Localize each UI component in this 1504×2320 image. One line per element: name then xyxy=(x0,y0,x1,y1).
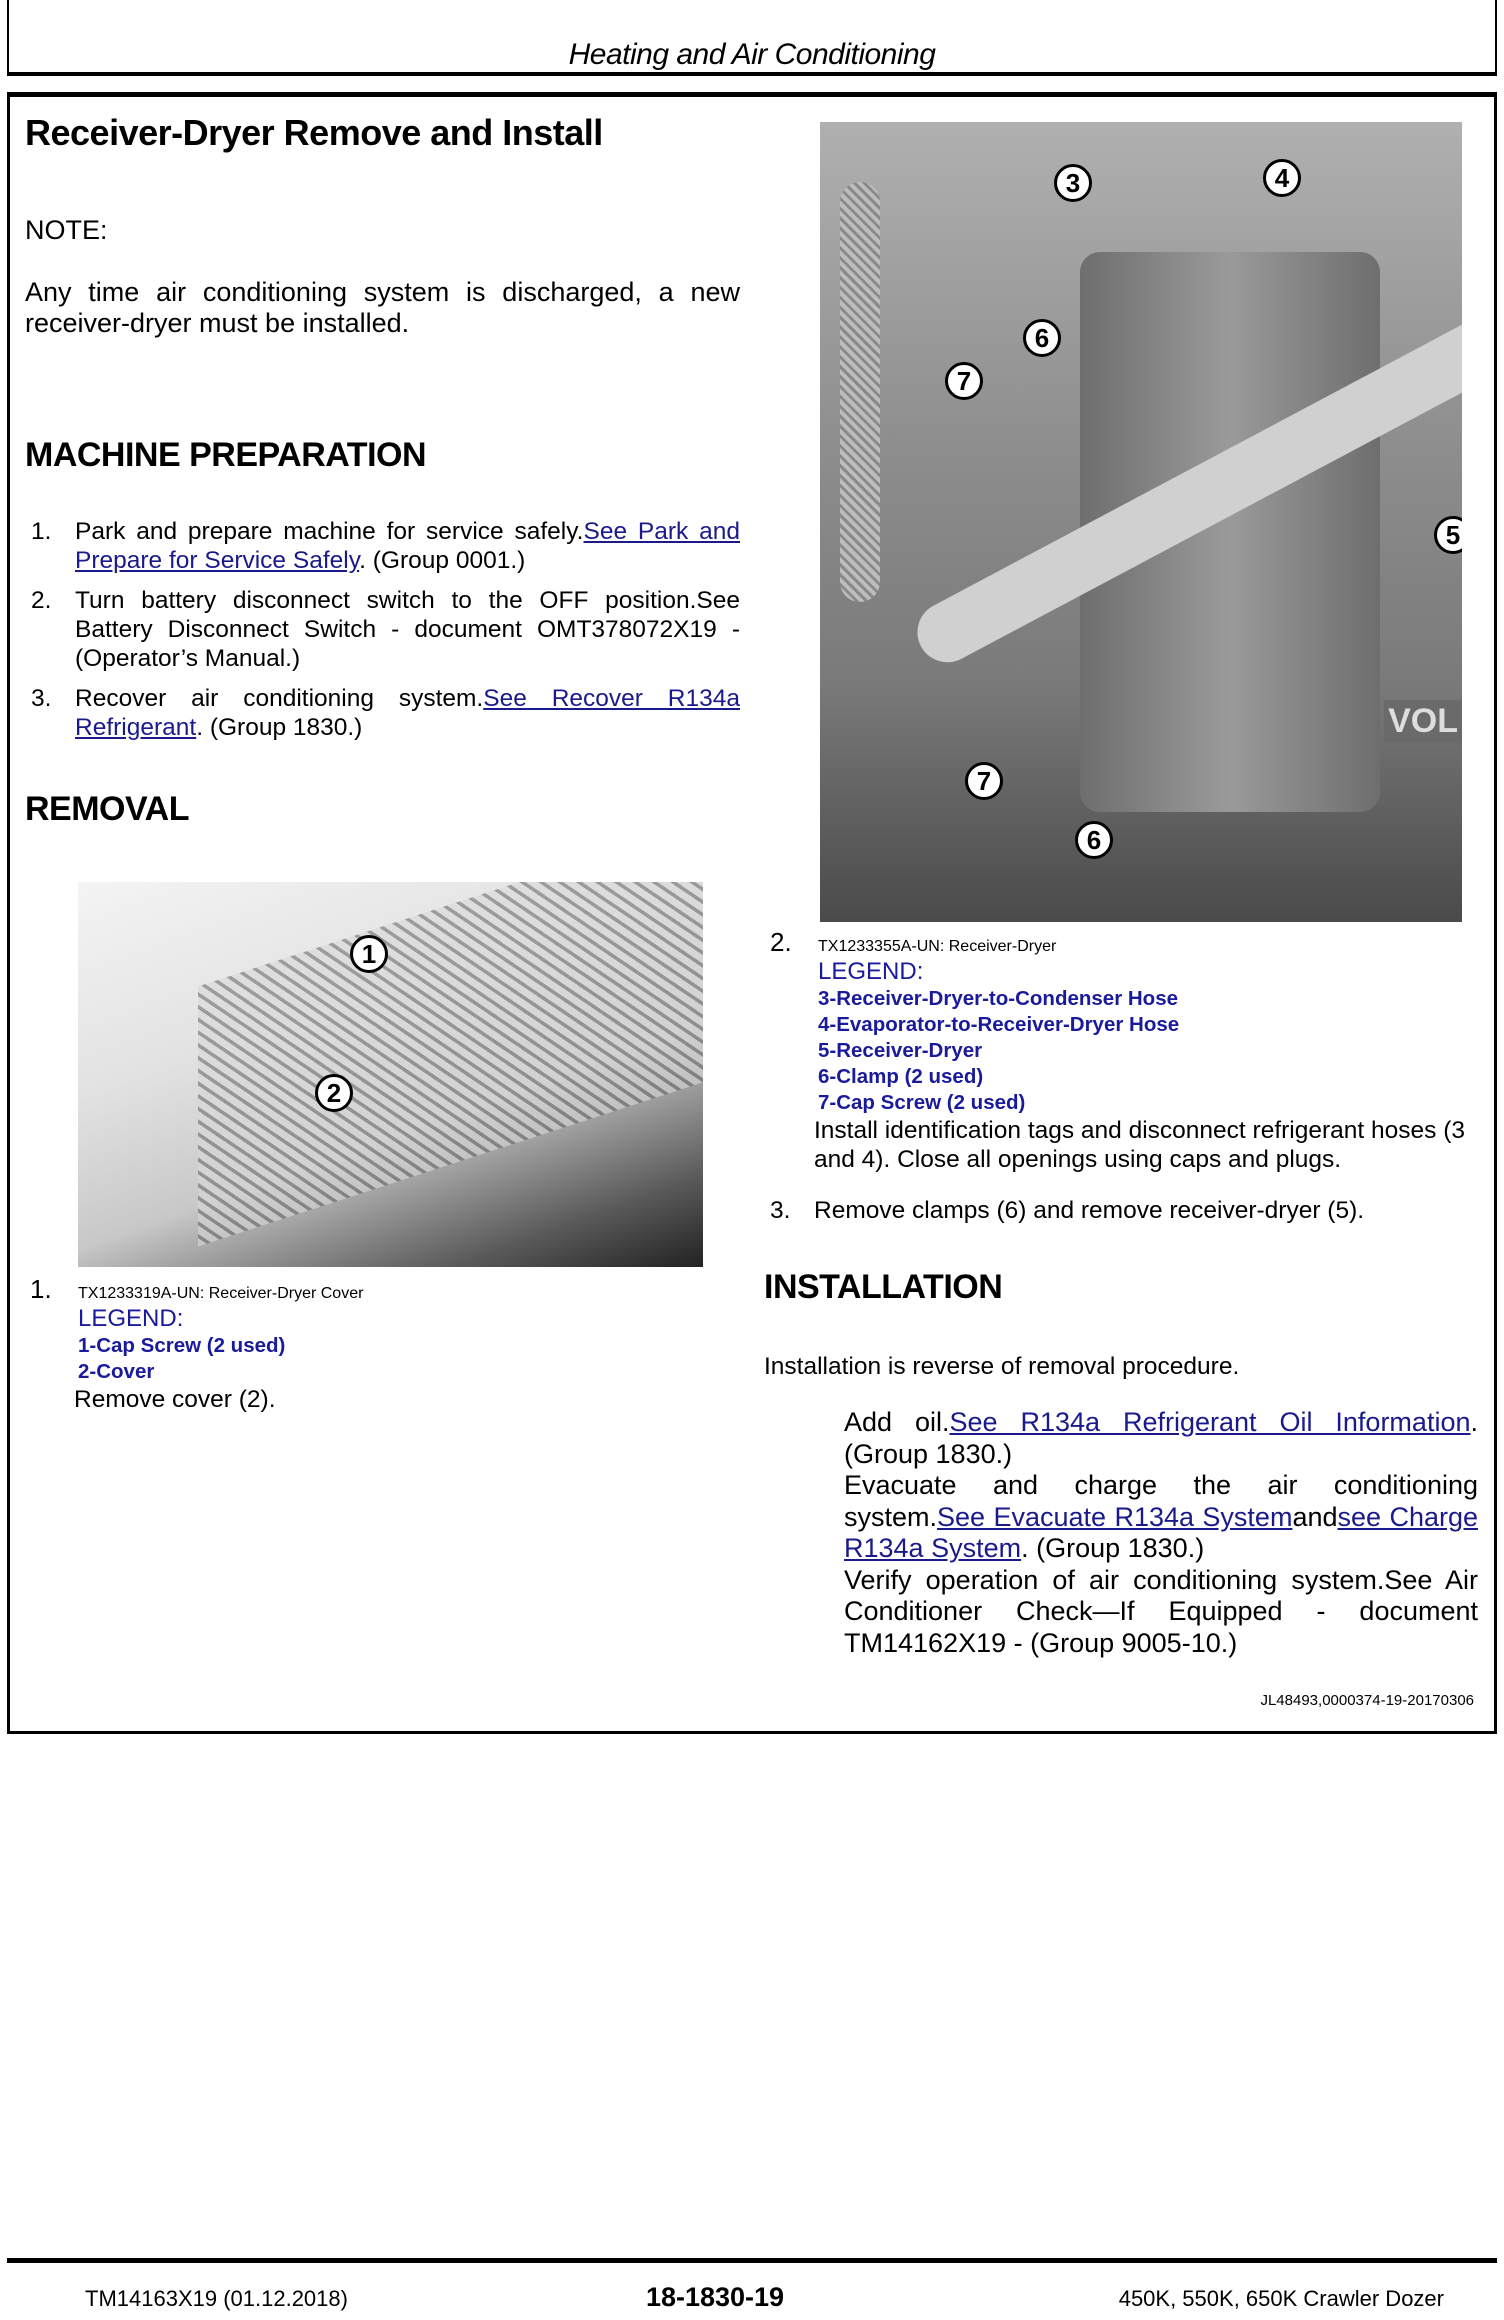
callout-1-icon: 1 xyxy=(350,935,388,973)
evacuate-system-link[interactable]: See Evacuate R134a System xyxy=(937,1501,1293,1532)
install-item: Add oil.See R134a Refrigerant Oil Information. (Group 1830.) xyxy=(844,1407,1478,1469)
figure1-caption-block xyxy=(30,1274,730,1414)
step-number: 1. xyxy=(31,518,52,545)
perforated-cover-graphic xyxy=(198,882,703,1246)
park-prepare-link[interactable]: See Park and Prepare for Service Safely xyxy=(75,518,740,574)
legend-item: 7-Cap Screw (2 used) xyxy=(818,1091,1026,1114)
callout-6-icon: 6 xyxy=(1023,319,1061,357)
refrigerant-oil-link[interactable]: See R134a Refrigerant Oil Information xyxy=(949,1407,1471,1437)
note-text: Any time air conditioning system is discharged, a new receiver-dryer must be installed. xyxy=(25,277,740,338)
legend-title: LEGEND: xyxy=(78,1305,184,1332)
legend-item: 1-Cap Screw (2 used) xyxy=(78,1334,286,1357)
footer-manual-id: TM14163X19 (01.12.2018) xyxy=(85,2286,348,2311)
receiver-dryer-cover-photo xyxy=(78,882,703,1267)
braided-hose-graphic xyxy=(840,182,880,602)
figure-caption: TX1233355A-UN: Receiver-Dryer xyxy=(818,938,1057,955)
step-number: 1. xyxy=(30,1274,52,1304)
step-number: 2. xyxy=(31,587,52,614)
page-title: Receiver-Dryer Remove and Install xyxy=(25,112,603,153)
figure2-caption-block xyxy=(770,927,1480,1174)
footer-divider xyxy=(7,2258,1497,2263)
callout-7-icon: 7 xyxy=(965,762,1003,800)
legend-item: 2-Cover xyxy=(78,1360,155,1383)
callout-7-icon: 7 xyxy=(945,362,983,400)
callout-6-icon: 6 xyxy=(1075,821,1113,859)
document-id: JL48493,0000374-19-20170306 xyxy=(1260,1692,1474,1709)
removal-step-3 xyxy=(770,1196,1364,1225)
install-item: Verify operation of air conditioning system.See Air Conditioner Check—If Equipped - document TM14162X19 - (Group 9005-10.) xyxy=(844,1564,1478,1658)
install-item: Evacuate and charge the air conditioning system.See Evacuate R134a Systemandsee Charge R134a System. (Group 1830.) xyxy=(844,1470,1478,1563)
step-text: Park and prepare machine for service safely. xyxy=(75,518,584,545)
legend-item: 3-Receiver-Dryer-to-Condenser Hose xyxy=(818,987,1179,1010)
callout-2-icon: 2 xyxy=(315,1074,353,1112)
removal-heading: REMOVAL xyxy=(25,790,189,828)
prep-step xyxy=(25,684,740,742)
legend-title: LEGEND: xyxy=(818,958,924,985)
prep-step xyxy=(25,586,740,673)
step-text-after: . (Group 0001.) xyxy=(359,547,526,574)
step-number: 3. xyxy=(770,1197,791,1224)
step-instruction: Install identification tags and disconnect refrigerant hoses (3 and 4). Close all openings using caps and plugs. xyxy=(814,1117,1465,1173)
charge-system-link[interactable]: see Charge R134a System xyxy=(844,1501,1478,1563)
installation-intro: Installation is reverse of removal procedure. xyxy=(764,1353,1240,1380)
step-instruction: Remove cover (2). xyxy=(74,1386,276,1413)
footer-model: 450K, 550K, 650K Crawler Dozer xyxy=(1118,2286,1444,2311)
note-label: NOTE: xyxy=(25,215,108,245)
step-text: Recover air conditioning system. xyxy=(75,685,484,712)
step-text-after: . (Group 1830.) xyxy=(196,714,363,741)
machine-preparation-heading: MACHINE PREPARATION xyxy=(25,436,427,474)
figure-caption: TX1233319A-UN: Receiver-Dryer Cover xyxy=(78,1285,364,1302)
legend-item: 4-Evaporator-to-Receiver-Dryer Hose xyxy=(818,1013,1180,1036)
step-text: Turn battery disconnect switch to the OFF position.See Battery Disconnect Switch - document OMT378072X19 - (Operator’s Manual.) xyxy=(75,587,740,672)
installation-heading: INSTALLATION xyxy=(764,1268,1003,1306)
step-number: 3. xyxy=(31,685,52,712)
callout-5-icon: 5 xyxy=(1434,516,1462,554)
legend-item: 5-Receiver-Dryer xyxy=(818,1039,983,1062)
callout-4-icon: 4 xyxy=(1263,159,1301,197)
legend-item: 6-Clamp (2 used) xyxy=(818,1065,984,1088)
callout-3-icon: 3 xyxy=(1054,164,1092,202)
step-text: Remove clamps (6) and remove receiver-dryer (5). xyxy=(814,1197,1365,1224)
section-header-title: Heating and Air Conditioning xyxy=(568,38,936,71)
installation-steps xyxy=(844,1407,1478,1659)
step-number: 2. xyxy=(770,927,792,957)
machine-preparation-steps xyxy=(25,517,740,753)
photo-label-text: VOL xyxy=(1384,700,1462,743)
footer-page-number: 18-1830-19 xyxy=(645,2282,785,2312)
recover-refrigerant-link[interactable]: See Recover R134a Refrigerant xyxy=(75,685,740,741)
receiver-dryer-photo xyxy=(820,122,1462,922)
prep-step xyxy=(25,517,740,575)
